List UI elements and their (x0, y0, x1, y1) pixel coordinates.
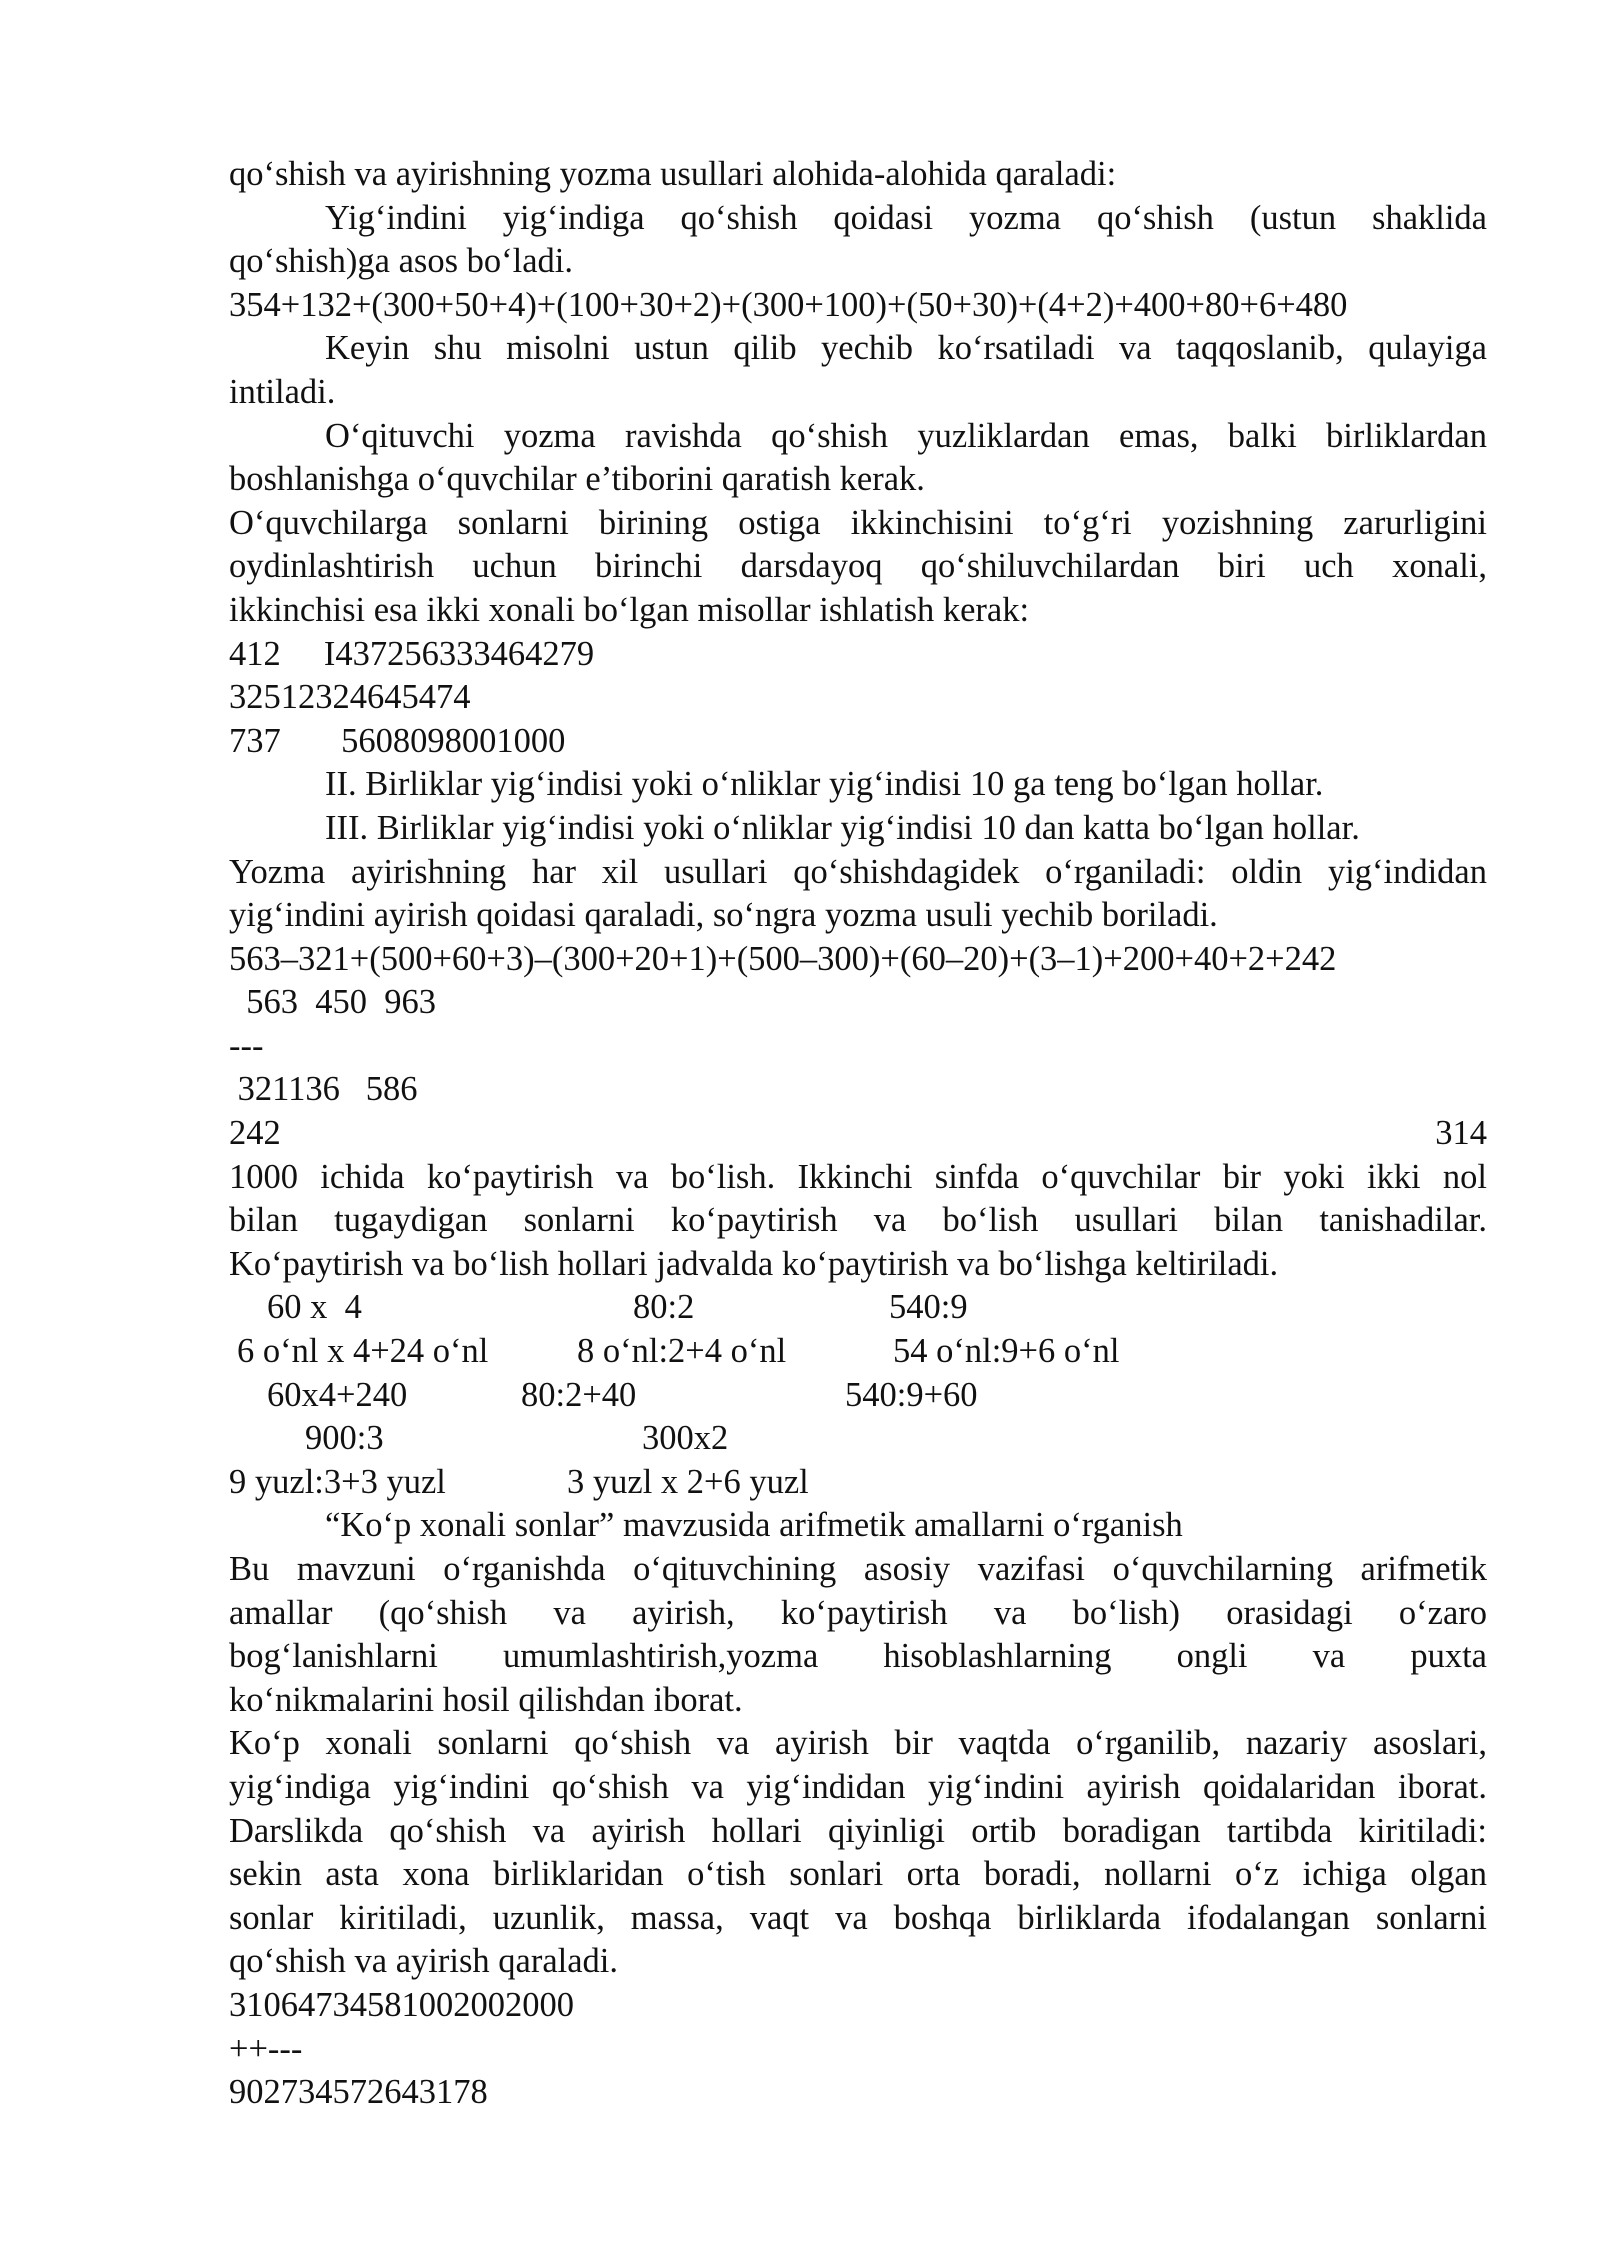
number-line: ++--- (229, 2029, 303, 2068)
text-line: Yozma ayirishning har xil usullari qo‘shishdagidek o‘rganiladi: oldin yig‘indidan (229, 852, 1487, 891)
example-cell: 80:2 (633, 1288, 695, 1327)
number-line: 737 5608098001000 (229, 721, 566, 760)
example-cell: 80:2+40 (521, 1375, 637, 1414)
number-left: 242 (229, 1114, 281, 1153)
formula-line: 354+132+(300+50+4)+(100+30+2)+(300+100)+(50+30)+(4+2)+400+80+6+480 (229, 285, 1348, 324)
document-page (229, 153, 1487, 2115)
text-line: intiladi. (229, 372, 336, 411)
text-line: yig‘indiga yig‘indini qo‘shish va yig‘indidan yig‘indini ayirish qoidalaridan iborat. (229, 1767, 1487, 1806)
formula-line: 563–321+(500+60+3)–(300+20+1)+(500–300)+(60–20)+(3–1)+200+40+2+242 (229, 939, 1337, 978)
text-line: O‘quvchilarga sonlarni birining ostiga ikkinchisini to‘g‘ri yozishning zarurligini (229, 503, 1487, 542)
text-line: qo‘shish)ga asos bo‘ladi. (229, 242, 573, 281)
example-cell: 54 o‘nl:9+6 o‘nl (893, 1332, 1120, 1371)
text-line: Bu mavzuni o‘rganishda o‘qituvchining asosiy vazifasi o‘quvchilarning arifmetik (229, 1550, 1487, 1588)
example-row (229, 1286, 1487, 1330)
example-cell: 300x2 (642, 1419, 729, 1458)
text-line: yig‘indini ayirish qoidasi qaraladi, so‘ngra yozma usuli yechib boriladi. (229, 896, 1218, 935)
text-line: II. Birliklar yig‘indisi yoki o‘nliklar yig‘indisi 10 ga teng bo‘lgan hollar. (325, 765, 1324, 804)
example-cell: 540:9 (889, 1288, 968, 1327)
text-line: Yig‘indini yig‘indiga qo‘shish qoidasi yozma qo‘shish (ustun shaklida (325, 198, 1487, 237)
example-cell: 900:3 (305, 1419, 384, 1458)
text-line: sekin asta xona birliklaridan o‘tish sonlari orta boradi, nollarni o‘z ichiga olgan (229, 1855, 1487, 1894)
example-row (229, 1417, 1487, 1461)
text-line: 1000 ichida ko‘paytirish va bo‘lish. Ikkinchi sinfda o‘quvchilar bir yoki ikki nol (229, 1157, 1487, 1196)
example-cell: 60 x 4 (267, 1288, 362, 1327)
number-line: --- (229, 1026, 264, 1065)
text-line: Keyin shu misolni ustun qilib yechib ko‘rsatiladi va taqqoslanib, qulayiga (325, 329, 1487, 368)
section-heading: “Ko‘p xonali sonlar” mavzusida arifmetik amallarni o‘rganish (325, 1506, 1183, 1545)
number-line: 32512324645474 (229, 678, 471, 717)
number-line: 563 450 963 (229, 983, 436, 1022)
number-line: 321136 586 (229, 1070, 418, 1109)
number-right: 314 (1435, 1114, 1487, 1153)
number-row (229, 1112, 1487, 1156)
text-line: boshlanishga o‘quvchilar e’tiborini qaratish kerak. (229, 460, 925, 499)
text-line: O‘qituvchi yozma ravishda qo‘shish yuzliklardan emas, balki birliklardan (325, 416, 1487, 455)
text-line: Ko‘p xonali sonlarni qo‘shish va ayirish bir vaqtda o‘rganilib, nazariy asoslari, (229, 1724, 1487, 1763)
example-cell: 3 yuzl x 2+6 yuzl (567, 1462, 809, 1501)
example-row (229, 1330, 1487, 1374)
example-cell: 8 o‘nl:2+4 o‘nl (577, 1332, 787, 1371)
text-line: oydinlashtirish uchun birinchi darsdayoq qo‘shiluvchilardan biri uch xonali, (229, 547, 1487, 586)
text-line: Ko‘paytirish va bo‘lish hollari jadvalda ko‘paytirish va bo‘lishga keltiriladi. (229, 1244, 1279, 1283)
example-cell: 540:9+60 (845, 1375, 978, 1414)
text-line: qo‘shish va ayirish qaraladi. (229, 1942, 618, 1981)
example-cell: 6 o‘nl x 4+24 o‘nl (237, 1332, 489, 1371)
text-line: ko‘nikmalarini hosil qilishdan iborat. (229, 1680, 743, 1719)
example-row (229, 1461, 1487, 1505)
text-line: bilan tugaydigan sonlarni ko‘paytirish va bo‘lish usullari bilan tanishadilar. (229, 1201, 1487, 1240)
text-line: ikkinchisi esa ikki xonali bo‘lgan misollar ishlatish kerak: (229, 590, 1030, 629)
text-line: sonlar kiritiladi, uzunlik, massa, vaqt va boshqa birliklarda ifodalangan sonlarni (229, 1898, 1487, 1937)
example-cell: 9 yuzl:3+3 yuzl (229, 1462, 446, 1501)
number-line: 31064734581002002000 (229, 1985, 574, 2024)
number-line: 902734572643178 (229, 2073, 488, 2112)
text-line: Darslikda qo‘shish va ayirish hollari qiyinligi ortib boradigan tartibda kiritiladi: (229, 1811, 1487, 1850)
text-line: amallar (qo‘shish va ayirish, ko‘paytirish va bo‘lish) orasidagi o‘zaro (229, 1593, 1487, 1632)
example-row (229, 1374, 1487, 1418)
text-line: bog‘lanishlarni umumlashtirish,yozma hisoblashlarning ongli va puxta (229, 1637, 1487, 1676)
text-line: qo‘shish va ayirishning yozma usullari alohida-alohida qaraladi: (229, 155, 1117, 193)
example-cell: 60x4+240 (267, 1375, 408, 1414)
text-line: III. Birliklar yig‘indisi yoki o‘nliklar yig‘indisi 10 dan katta bo‘lgan hollar. (325, 808, 1360, 847)
number-line: 412 I437256333464279 (229, 634, 595, 673)
